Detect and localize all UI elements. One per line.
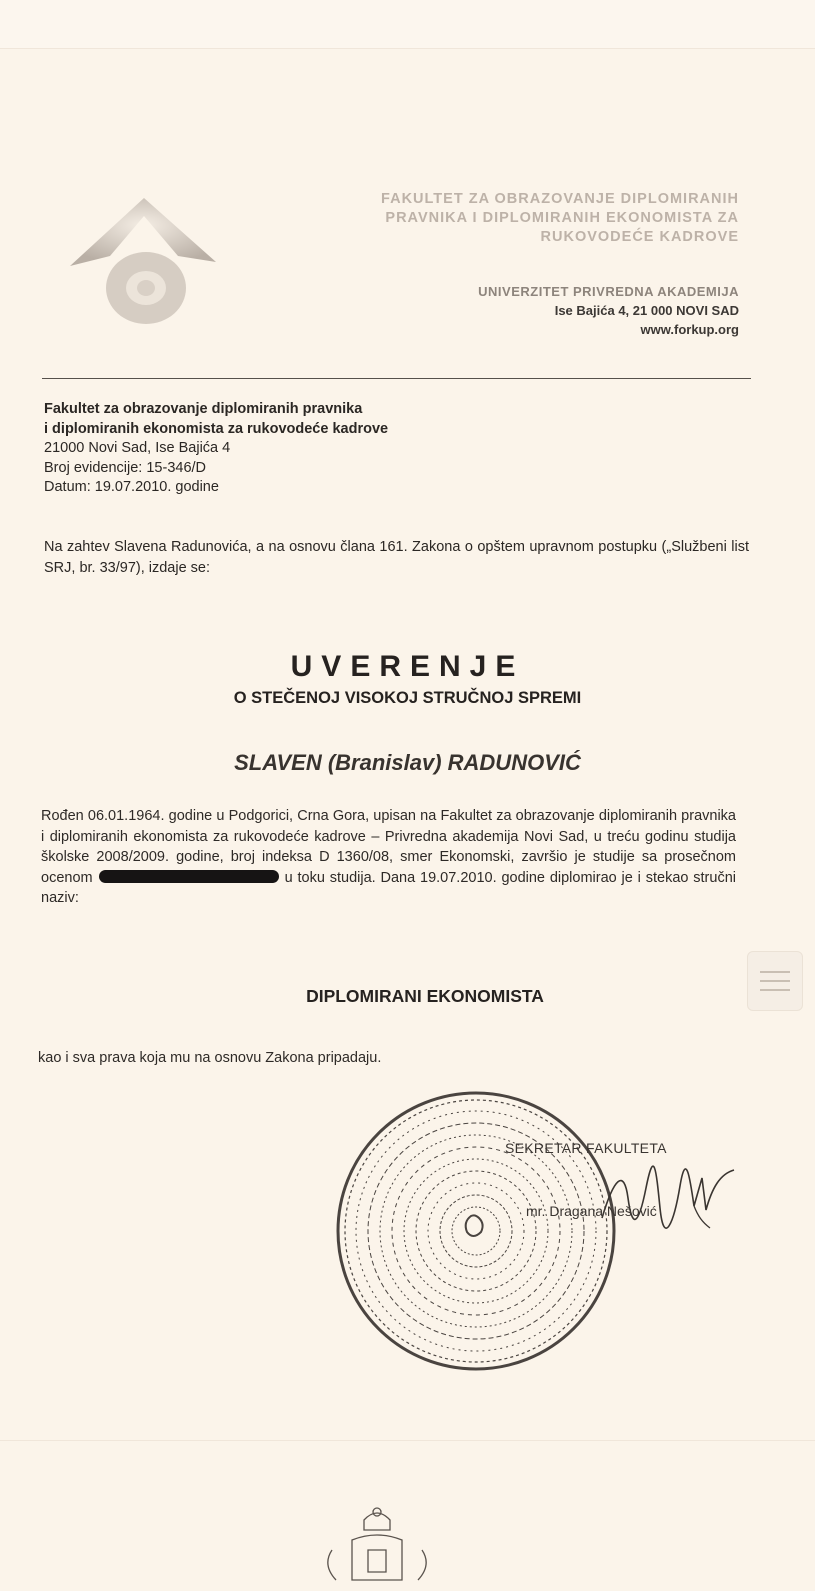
- handwritten-signature: [594, 1158, 744, 1238]
- menu-icon: [760, 980, 790, 982]
- body-text-part: Rođen 06.01.1964. godine u Podgorici, Crna Gora, upisan na Fakultet za obrazovanje diplomiranih pravnika i diplomiranih ekonomista za rukovodeće kadrove – Privredna akademija Novi Sad, u treću godinu studija školske 2008/2009. godine, broj indeksa D 1360/08, smer Ekonomski, završio je studije sa prosečnom ocenom: [41, 808, 736, 886]
- page-top-band: [0, 0, 815, 49]
- university-website: www.forkup.org: [640, 322, 739, 337]
- university-name: UNIVERZITET PRIVREDNA AKADEMIJA: [478, 284, 739, 299]
- letterhead-faculty-line: PRAVNIKA I DIPLOMIRANIH EKONOMISTA ZA: [385, 210, 739, 226]
- menu-icon: [760, 989, 790, 991]
- letterhead-faculty-line: RUKOVODEĆE KADROVE: [540, 229, 739, 245]
- closing-line: kao i sva prava koja mu na osnovu Zakona pripadaju.: [38, 1050, 382, 1066]
- menu-icon: [760, 971, 790, 973]
- sender-block: [44, 400, 644, 498]
- sender-name-line: i diplomiranih ekonomista za rukovodeće kadrove: [44, 420, 389, 437]
- redaction-bar: [99, 870, 279, 883]
- signatory-name: mr. Dragana Nešović: [526, 1203, 657, 1219]
- person-name: SLAVEN (Branislav) RADUNOVIĆ: [234, 750, 581, 775]
- crest-icon: [312, 1500, 442, 1591]
- signatory-role: SEKRETAR FAKULTETA: [505, 1140, 667, 1156]
- university-address: Ise Bajića 4, 21 000 NOVI SAD: [554, 303, 739, 318]
- faculty-logo-icon: [66, 196, 220, 328]
- header-divider: [42, 378, 751, 379]
- letterhead-university: [339, 282, 739, 339]
- document-title: UVERENJE: [290, 650, 525, 683]
- record-number: Broj evidencije: 15-346/D: [44, 459, 207, 476]
- sender-address: 21000 Novi Sad, Ise Bajića 4: [44, 440, 231, 456]
- document-date: Datum: 19.07.2010. godine: [44, 479, 219, 495]
- menu-button[interactable]: [747, 951, 803, 1011]
- page-separator: [0, 1440, 815, 1441]
- body-text-part: u toku studija. Dana 19.07.2010. godine diplomirao je i stekao stručni naziv:: [41, 869, 736, 906]
- intro-paragraph: Na zahtev Slavena Radunovića, a na osnovu člana 161. Zakona o opštem upravnom postupku („Službeni list SRJ, br. 33/97), izdaje se:: [44, 539, 749, 576]
- body-paragraph: [41, 806, 736, 909]
- letterhead-faculty: [279, 190, 739, 247]
- document-subtitle: O STEČENOJ VISOKOJ STRUČNOJ SPREMI: [233, 689, 582, 707]
- letterhead-faculty-line: FAKULTET ZA OBRAZOVANJE DIPLOMIRANIH: [381, 191, 739, 207]
- seal-stamp-icon: [333, 1088, 619, 1374]
- degree-title: DIPLOMIRANI EKONOMISTA: [306, 986, 544, 1006]
- sender-name-line: Fakultet za obrazovanje diplomiranih pravnika: [44, 401, 363, 417]
